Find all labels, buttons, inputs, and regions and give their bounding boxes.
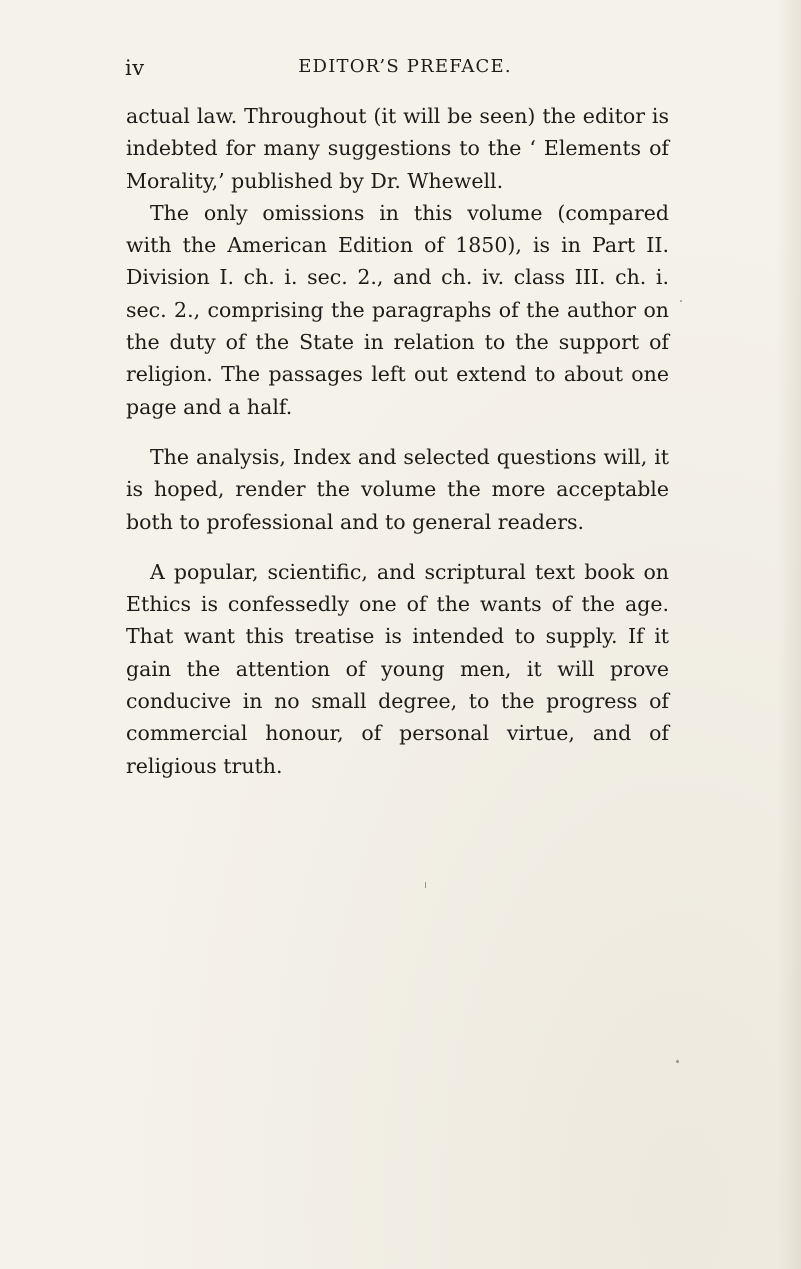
paper-speck — [676, 1060, 679, 1063]
running-title: EDITOR’S PREFACE. — [298, 56, 512, 77]
paragraph-4: A popular, scientific, and scriptural text book on Ethics is confessedly one of the wants of the age. That want this treatise is intended to supply. If it gain the attention of young men, it will prove conducive in no small degree, to the progress of commercial honour, of personal virtue, and of religious truth. — [126, 559, 669, 778]
running-head — [125, 56, 655, 84]
paragraph-3: The analysis, Index and selected questions will, it is hoped, render the volume the more acceptable both to professional and to general readers. — [126, 444, 669, 534]
paper-speck — [680, 300, 682, 302]
paragraph-1: actual law. Throughout (it will be seen) the editor is indebted for many suggestions to the ‘ Elements of Morality,’ published by Dr. Whewell. — [126, 104, 669, 193]
body-text — [126, 100, 669, 782]
paragraph-2: The only omissions in this volume (compared with the American Edition of 1850), is in Part II. Division I. ch. i. sec. 2., and ch. iv. class III. ch. i. sec. 2., comprising the paragraphs of the author on the duty of the State in relation to the support of religion. The passages left out extend to about one page and a half. — [126, 200, 669, 419]
page-number: iv — [125, 56, 145, 80]
paper-speck — [425, 882, 426, 888]
